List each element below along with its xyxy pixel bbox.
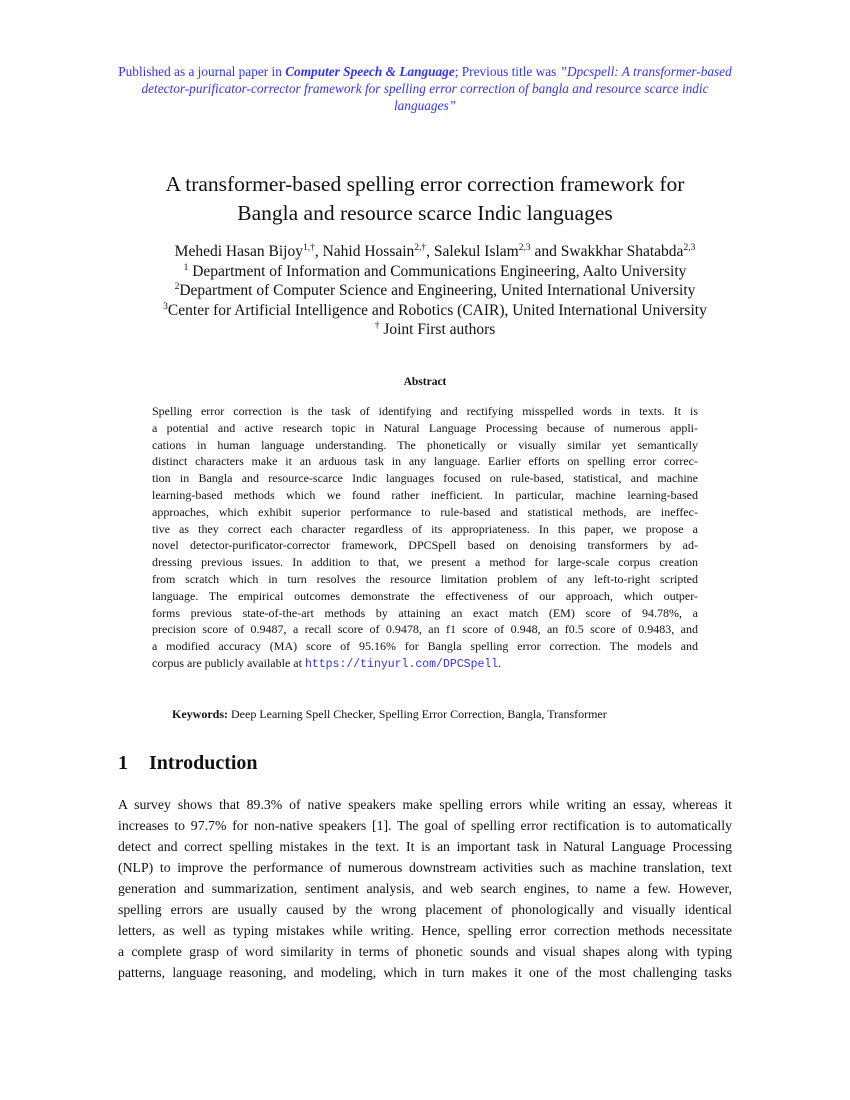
abstract-body [152,403,698,674]
body-line: increases to 97.7% for non-native speakers [1]. The goal of spelling error rectification is to automatically [118,818,732,833]
aff-sup: 1 [183,262,189,273]
abstract-line: Spelling error correction is the task of identifying and rectifying misspelled words in texts. It is [152,404,698,418]
abstract-line: language. The empirical outcomes demonstrate the effectiveness of our approach, which outper- [152,588,698,603]
affiliation [60,281,810,301]
previous-title: ”Dpcspell: A transformer-based detector-purificator-corrector framework for spelling error correction of bangla and resource scarce indic languages” [141,64,732,113]
abstract-line [152,655,698,674]
note-mid: ; Previous title was [454,64,560,79]
abstract-line: cations in human language understanding. The phonetically or visually similar yet semantically [152,437,698,452]
author: Nahid Hossain [322,243,415,260]
body-line: letters, as well as typing mistakes while writing. Hence, spelling error correction methods necessitate [118,923,732,938]
aff-text: Department of Computer Science and Engineering, United International University [179,282,696,299]
author: Mehedi Hasan Bijoy [174,243,303,260]
keywords-text: Deep Learning Spell Checker, Spelling Error Correction, Bangla, Transformer [228,707,607,721]
title-line: A transformer-based spelling error correction framework for [165,172,685,196]
author: Swakkhar Shatabda [560,243,684,260]
introduction-body [118,794,732,983]
abstract-line: a modified accuracy (MA) score of 95.16% for Bangla spelling error correction. The models and [152,639,698,654]
paper-title [60,170,790,228]
sep: , [426,243,434,260]
body-line: generation and summarization, sentiment analysis, and web search engines, to name a few. However, [118,881,732,896]
body-line: detect and correct spelling mistakes in the text. It is an important task in Natural Language Processing [118,839,732,854]
body-line: patterns, language reasoning, and modeling, which in turn makes it one of the most challenging tasks [118,965,732,980]
journal-name[interactable]: Computer Speech & Language [285,64,455,79]
text: . [498,655,502,670]
title-line: Bangla and resource scarce Indic languages [237,201,613,225]
corpus-link[interactable]: https://tinyurl.com/DPCSpell [304,657,499,671]
aff-sup: † [374,320,380,331]
aff-text: Center for Artificial Intelligence and Robotics (CAIR), United International University [167,301,707,319]
aff-text: Department of Information and Communications Engineering, Aalto University [188,262,687,280]
author-sup: 2,† [414,242,427,253]
author-sup: 2,3 [518,242,531,253]
aff-sup: 3 [163,301,168,312]
abstract-line: distinct characters make it an arduous task in any language. Earlier efforts on spelling error correc- [152,454,698,469]
author-block [60,242,810,340]
body-line: a complete grasp of word similarity in terms of phonetic sounds and visual shapes along with typing [118,944,732,959]
author: Salekul Islam [433,243,519,260]
affiliation [60,262,810,282]
author-sup: 1,† [302,242,315,253]
text: corpus are publicly available at [152,655,305,670]
keywords [172,707,607,722]
body-line: spelling errors are usually caused by the wrong placement of phonologically and visually identical [118,902,732,917]
abstract-line: tion in Bangla and resource-scarce Indic languages focused on rule-based, statistical, and machine [152,471,698,486]
section-number: 1 [118,752,128,774]
keywords-label: Keywords: [172,707,228,721]
aff-text: Joint First authors [379,321,496,338]
abstract-line: tive as they correct each character regardless of its appropriateness. In this paper, we propose a [152,521,698,536]
sep: , [314,243,323,260]
abstract-line: novel detector-purificator-corrector framework, DPCSpell based on denoising transformers by ad- [152,538,698,553]
section-title: Introduction [149,752,258,774]
abstract-line: learning-based methods which we found rather inefficient. In particular, machine learning-based [152,487,698,502]
affiliation [60,301,810,321]
author-list [60,242,810,262]
note-prefix: Published as a journal paper in [118,64,286,79]
aff-sup: 2 [174,281,180,292]
abstract-heading: Abstract [403,376,447,388]
abstract-line: dressing previous issues. In addition to that, we present a method for large-scale corpus creation [152,555,698,570]
abstract-line: approaches, which exhibit superior performance to rule-based and statistical methods, are ineffec- [152,504,698,519]
body-line: A survey shows that 89.3% of native speakers make spelling errors while writing an essay, whereas it [118,797,732,812]
journal-note [110,63,740,114]
abstract-line: precision score of 0.9487, a recall score of 0.9478, an f1 score of 0.948, an f0.5 score of 0.9483, and [152,622,698,637]
abstract-line: from scratch which in turn resolves the resource limitation problem of any left-to-right scripted [152,571,698,586]
body-line: (NLP) to improve the performance of numerous downstream activities such as machine translation, text [118,860,732,875]
abstract-line: forms previous state-of-the-art methods by attaining an exact match (EM) score of 94.78%, a [152,605,698,620]
author-sup: 2,3 [683,242,696,253]
section-heading [118,752,258,775]
affiliation [60,320,810,340]
sep: and [530,243,561,260]
abstract-line: a potential and active research topic in Natural Language Processing because of numerous appli- [152,420,698,435]
